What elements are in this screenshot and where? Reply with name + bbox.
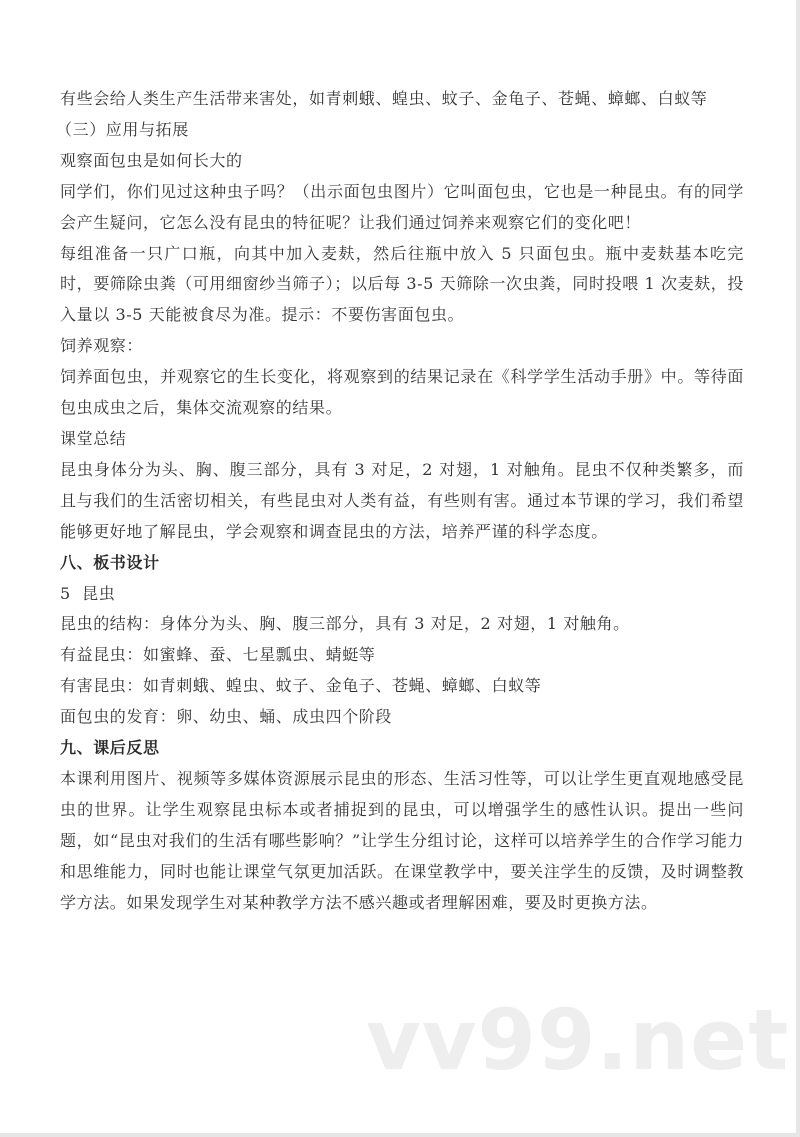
paragraph-feeding-observation-label: 饲养观察： bbox=[60, 336, 144, 356]
paragraph-observe-mealworm-title: 观察面包虫是如何长大的 bbox=[60, 150, 243, 170]
watermark: vv99.net bbox=[366, 991, 790, 1089]
paragraph-insect-structure: 昆虫的结构：身体分为头、胸、腹三部分，具有 3 对足，2 对翅，1 对触角。 bbox=[60, 614, 630, 634]
subheading-application-extension: （三）应用与拓展 bbox=[56, 119, 189, 139]
document-body bbox=[56, 84, 744, 918]
paragraph-lesson-title: 5 昆虫 bbox=[60, 583, 116, 603]
paragraph-harmful-insects: 有害昆虫：如青刺蛾、蝗虫、蚊子、金龟子、苍蝇、蟑螂、白蚁等 bbox=[60, 676, 542, 696]
paragraph-beneficial-insects: 有益昆虫：如蜜蜂、蚕、七星瓢虫、蜻蜓等 bbox=[60, 645, 376, 665]
heading-blackboard-design: 八、板书设计 bbox=[60, 552, 160, 572]
paragraph-mealworm-intro: 同学们，你们见过这种虫子吗？（出示面包虫图片）它叫面包虫，它也是一种昆虫。有的同学会产生疑问，它怎么没有昆虫的特征呢？让我们通过饲养来观察它们的变化吧！ bbox=[60, 181, 744, 232]
paragraph-feeding-observation: 饲养面包虫，并观察它的生长变化，将观察到的结果记录在《科学学生活动手册》中。等待面包虫成虫之后，集体交流观察的结果。 bbox=[60, 367, 744, 418]
paragraph-reflection: 本课利用图片、视频等多媒体资源展示昆虫的形态、生活习性等，可以让学生更直观地感受昆虫的世界。让学生观察昆虫标本或者捕捉到的昆虫，可以增强学生的感性认识。提出一些问题，如“昆虫对我们的生活有哪些影响？”让学生分组讨论，这样可以培养学生的合作学习能力和思维能力，同时也能让课堂气氛更加活跃。在课堂教学中，要关注学生的反馈，及时调整教学方法。如果发现学生对某种教学方法不感兴趣或者理解困难，要及时更换方法。 bbox=[60, 768, 744, 912]
paragraph-class-summary-label: 课堂总结 bbox=[60, 428, 127, 448]
heading-post-lesson-reflection: 九、课后反思 bbox=[60, 738, 160, 758]
paragraph-class-summary: 昆虫身体分为头、胸、腹三部分，具有 3 对足，2 对翅，1 对触角。昆虫不仅种类繁多，而且与我们的生活密切相关，有些昆虫对人类有益，有些则有害。通过本节课的学习，我们希望能够更好地了解昆虫，学会观察和调查昆虫的方法，培养严谨的科学态度。 bbox=[60, 459, 744, 541]
paragraph-harmful-insects-intro: 有些会给人类生产生活带来害处，如青刺蛾、蝗虫、蚊子、金龟子、苍蝇、蟑螂、白蚁等 bbox=[60, 89, 708, 108]
paragraph-mealworm-preparation: 每组准备一只广口瓶，向其中加入麦麸，然后往瓶中放入 5 只面包虫。瓶中麦麸基本吃完时，要筛除虫粪（可用细窗纱当筛子）；以后每 3-5 天筛除一次虫粪，同时投喂 1 次麦麸，投入量以 3-5 天能被食尽为准。提示：不要伤害面包虫。 bbox=[60, 243, 744, 325]
paragraph-mealworm-development: 面包虫的发育：卵、幼虫、蛹、成虫四个阶段 bbox=[60, 707, 393, 727]
